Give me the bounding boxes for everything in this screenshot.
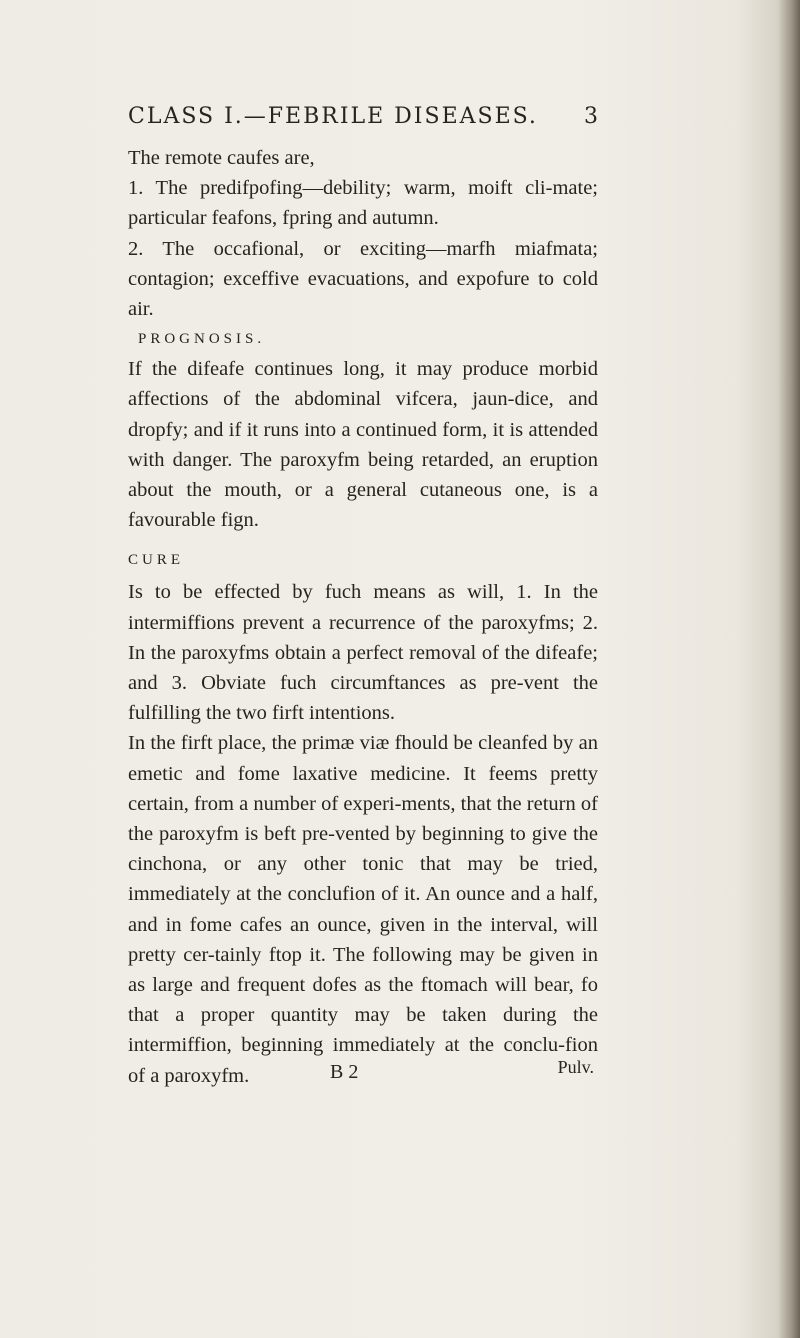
running-head-title: CLASS I.—FEBRILE DISEASES. — [128, 104, 538, 129]
page-gutter-shadow — [778, 0, 800, 1338]
paragraph-remote-causes-intro: The remote caufes are, — [128, 147, 315, 169]
paragraph-occasional: 2. The occafional, or exciting—marfh miafmata; contagion; exceffive evacuations, and expofure to cold air. — [128, 237, 598, 321]
paragraph-treatment: In the firft place, the primæ viæ fhould be cleanfed by an emetic and fome laxative medicine. It feems pretty certain, from a number of experi-ments, that the return of the paroxyfm is beft pre-vented by beginning to give the cinchona, or any other tonic that may be tried, immediately at the conclufion of it. An ounce and a half, and in fome cafes an ounce, given in the interval, will pretty cer-tainly ftop it. The following may be given in as large and frequent dofes as the ftomach will bear, fo that a proper quantity may be taken during the intermiffion, beginning immediately at the conclu-fion of a paroxyfm. — [128, 732, 598, 1087]
heading-prognosis: PROGNOSIS. — [138, 331, 266, 348]
page-number: 3 — [584, 104, 598, 129]
running-head — [128, 104, 598, 129]
catchword: Pulv. — [557, 1057, 594, 1077]
body-text — [128, 143, 598, 1091]
paragraph-predisposing: 1. The predifpofing—debility; warm, moift cli-mate; particular feafons, fpring and autumn. — [128, 177, 598, 230]
heading-cure: CURE — [128, 552, 185, 569]
paragraph-prognosis: If the difeafe continues long, it may produce morbid affections of the abdominal vifcera, jaun-dice, and dropfy; and if it runs into a continued form, it is attended with danger. The paroxyfm being retarded, an eruption about the mouth, or a general cutaneous one, is a favourable fign. — [128, 358, 598, 532]
paragraph-cure: Is to be effected by fuch means as will, 1. In the intermiffions prevent a recurrence of the paroxyfms; 2. In the paroxyfms obtain a perfect removal of the difeafe; and 3. Obviate fuch circumftances as pre-vent the fulfilling the two firft intentions. — [128, 581, 598, 725]
signature-mark: B 2 — [330, 1061, 359, 1083]
